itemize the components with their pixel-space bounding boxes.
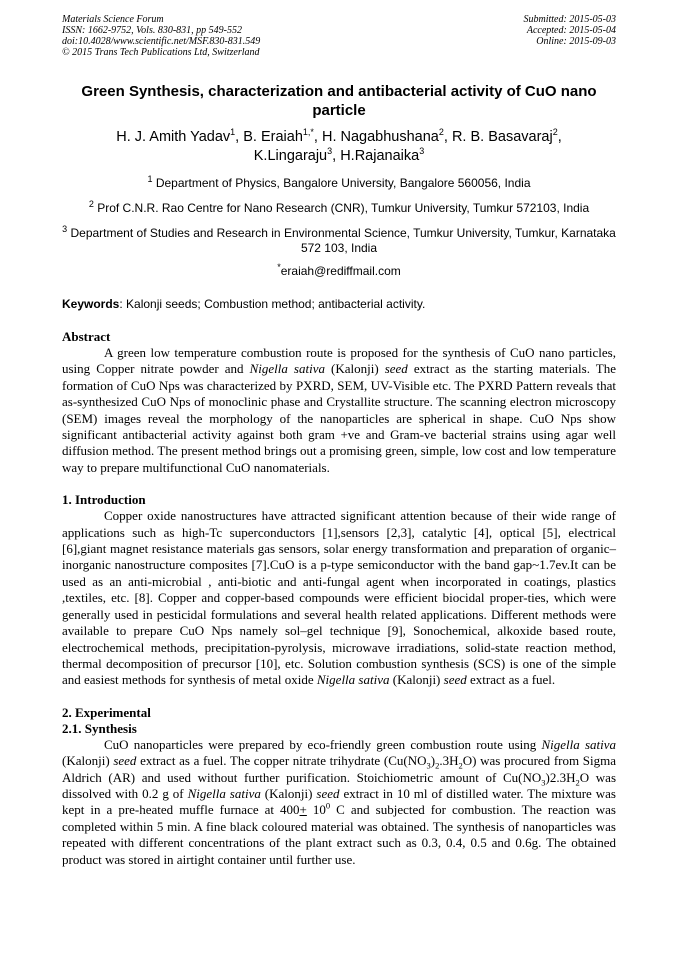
abstract-heading: Abstract — [62, 329, 111, 344]
author: K.Lingaraju$^3$, — [253, 146, 341, 164]
submission-dates — [524, 14, 617, 58]
keywords — [62, 297, 616, 311]
author: H. J. Amith Yadav$^1$, — [116, 127, 244, 145]
affiliation-2: $^2$ Prof C.N.R. Rao Centre for Nano Research (CNR), Tumkur University, Tumkur 572103, India — [88, 199, 590, 215]
date-submitted: Submitted: 2015-05-03 — [523, 14, 616, 25]
date-online: Online: 2015-09-03 — [536, 36, 616, 47]
affiliation-3: $^3$ Department of Studies and Research in Environmental Science, Tumkur University, Tumkur, Karnataka 572 103, India — [62, 224, 616, 255]
author: B. Eraiah$^{1,*}$, — [243, 127, 322, 145]
journal-copyright: © 2015 Trans Tech Publications Ltd, Switzerland — [62, 47, 260, 58]
affiliation-1: $^1$ Department of Physics, Bangalore University, Bangalore 560056, India — [147, 174, 531, 190]
journal-info — [62, 14, 260, 58]
author: H. Nagabhushana$^2$, — [321, 127, 452, 145]
journal-issn: ISSN: 1662-9752, Vols. 830-831, pp 549-552 — [62, 25, 242, 36]
journal-doi: doi:10.4028/www.scientific.net/MSF.830-831.549 — [62, 36, 261, 47]
keywords-text: : Kalonji seeds; Combustion method; antibacterial activity. — [119, 297, 426, 311]
experimental-heading: 2. Experimental — [62, 704, 151, 720]
author: R. B. Basavaraj$^2$, — [451, 127, 562, 145]
introduction-body: Copper oxide nanostructures have attracted significant attention because of their wide range of applications such as high-Tc superconductors [1],sensors [2,3], catalytic [4], optical [5], electrical [6],giant magnet resistance materials gas sensors, solar energy transformation and preparation of organic–inorganic nanostructure composites [7].CuO is a p-type semiconductor with the band gap~1.7ev.It can be used as an anti-microbial , anti-biotic and anti-fungal agent when incorporated in coatings, plastics ,textiles, etc. [8]. Copper and copper-based compounds were efficient biocidal proper-ties, which were generally used in pesticidal formulations and several health related applications. Different methods were available to prepare CuO Nps namely sol–gel technique [9], Sonochemical, alkoxide based route, electrochemical methods, precipitation-pyrolysis, microwave irradiations, solid-state reaction method, thermal decomposition of precursor [10], etc. Solution combustion synthesis (SCS) is one of the simple and easiest methods for synthesis of metal oxide Nigella sativa (Kalonji) seed extract as a fuel. — [62, 508, 616, 688]
synthesis-subheading: 2.1. Synthesis — [62, 720, 137, 736]
journal-name: Materials Science Forum — [62, 14, 164, 25]
paper-title: Green Synthesis, characterization and antibacterial activity of CuO nano particle — [81, 83, 597, 119]
author-list — [62, 128, 616, 166]
keywords-label: Keywords — [62, 297, 120, 311]
journal-header — [62, 14, 616, 58]
introduction-heading: 1. Introduction — [62, 492, 146, 508]
date-accepted: Accepted: 2015-05-04 — [526, 25, 616, 36]
corresponding-email: *eraiah@rediffmail.com — [277, 262, 401, 278]
author: H.Rajanaika$^3$ — [340, 146, 425, 164]
synthesis-body: CuO nanoparticles were prepared by eco-friendly green combustion route using Nigella sativa (Kalonji) seed extract as a fuel. The copper nitrate trihydrate $(Cu(NO_3)_2.3H_2O)$ was procured from Sigma Aldrich (AR) and used without further purification. Stoichiometric amount of $Cu(NO_3)2.3H_2O$ was dissolved with 0.2 g of Nigella sativa (Kalonji) seed extract in 10 ml of distilled water. The mixture was kept in a pre-heated muffle furnace at $400+ 10^0$ C and subjected for combustion. The reaction was completed within 5 min. A fine black coloured material was obtained. The synthesis of nanoparticles was repeated with different concentrations of the plant extract such as 0.3, 0.4, 0.5 and 0.6g. The obtained product was stored in airtight container until further use. — [62, 736, 617, 867]
abstract-body: A green low temperature combustion route is proposed for the synthesis of CuO nano particles, using Copper nitrate powder and Nigella sativa (Kalonji) seed extract as the starting materials. The formation of CuO Nps was characterized by PXRD, SEM, UV-Visible etc. The PXRD Pattern reveals that as-synthesized CuO Nps of monoclinic phase and Crystallite structure. The scanning electron microscopy (SEM) images reveal the morphology of the nanoparticles are spherical in shape. CuO Nps show significant antibacterial activity against both gram +ve and Gram-ve bacterial strains using agar well diffusion method. The present method brings out a promising green, simple, low cost and low temperature way to prepare multifunctional CuO nanomaterials. — [62, 345, 616, 475]
